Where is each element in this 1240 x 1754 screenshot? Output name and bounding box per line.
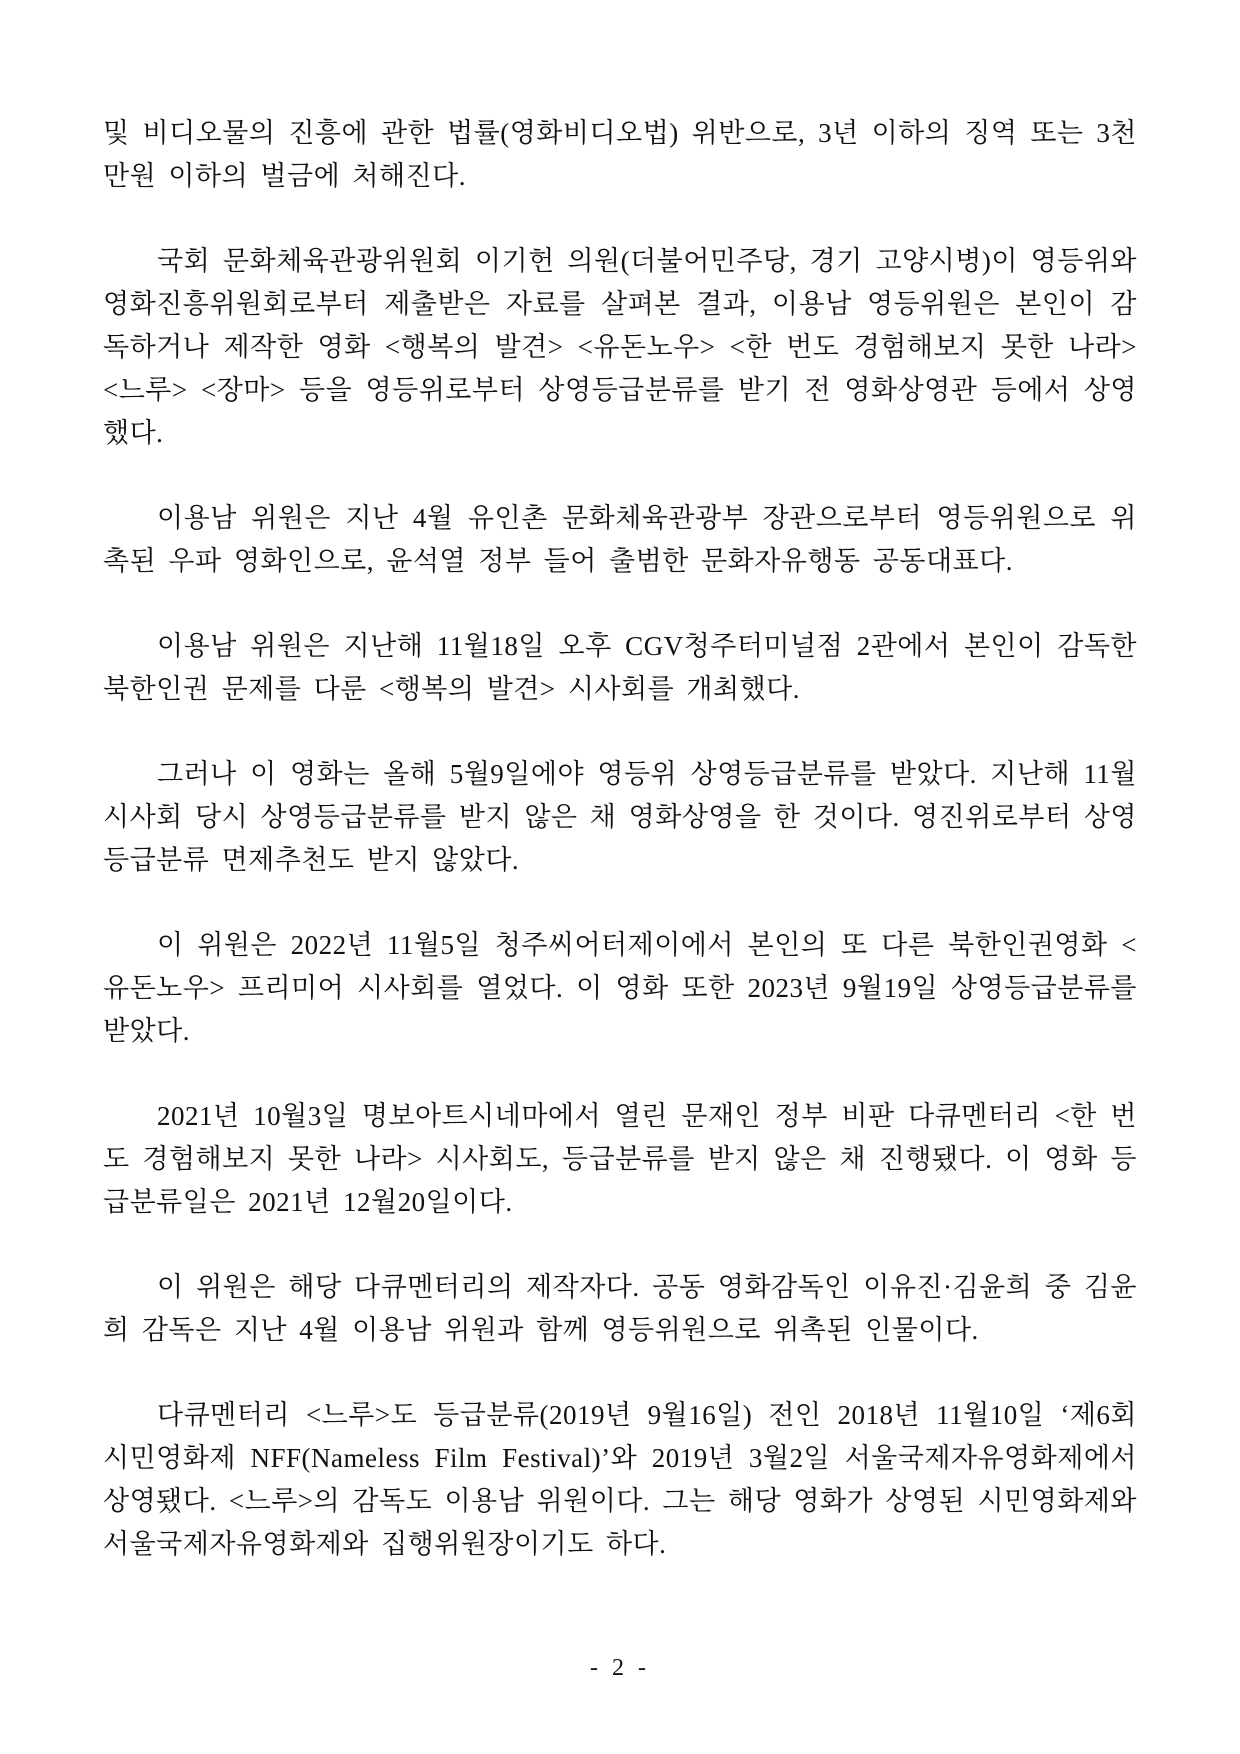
paragraph: 2021년 10월3일 명보아트시네마에서 열린 문재인 정부 비판 다큐멘터리 <한 번도 경험해보지 못한 나라> 시사회도, 등급분류를 받지 않은 채 진행됐다. 이 영화 등급분류일은 2021년 12월20일이다. xyxy=(103,1101,1137,1217)
paragraph: 이 위원은 2022년 11월5일 청주씨어터제이에서 본인의 또 다른 북한인권영화 <유돈노우> 프리미어 시사회를 열었다. 이 영화 또한 2023년 9월19일 상영등급분류를 받았다. xyxy=(103,930,1137,1046)
paragraph: 다큐멘터리 <느루>도 등급분류(2019년 9월16일) 전인 2018년 11월10일 ‘제6회 시민영화제 NFF(Nameless Film Festival)’와 2019년 3월2일 서울국제자유영화제에서 상영됐다. <느루>의 감독도 이용남 위원이다. 그는 해당 영화가 상영된 시민영화제와 서울국제자유영화제와 집행위원장이기도 하다. xyxy=(103,1400,1137,1559)
paragraph: 국회 문화체육관광위원회 이기헌 의원(더불어민주당, 경기 고양시병)이 영등위와 영화진흥위원회로부터 제출받은 자료를 살펴본 결과, 이용남 영등위원은 본인이 감독하거나 제작한 영화 <행복의 발견> <유돈노우> <한 번도 경험해보지 못한 나라> <느루> <장마> 등을 영등위로부터 상영등급분류를 받기 전 영화상영관 등에서 상영했다. xyxy=(103,246,1137,448)
paragraph: 이용남 위원은 지난 4월 유인촌 문화체육관광부 장관으로부터 영등위원으로 위촉된 우파 영화인으로, 윤석열 정부 들어 출범한 문화자유행동 공동대표다. xyxy=(103,503,1137,576)
paragraph: 이용남 위원은 지난해 11월18일 오후 CGV청주터미널점 2관에서 본인이 감독한 북한인권 문제를 다룬 <행복의 발견> 시사회를 개최했다. xyxy=(103,631,1137,704)
paragraph: 이 위원은 해당 다큐멘터리의 제작자다. 공동 영화감독인 이유진·김윤희 중 김윤희 감독은 지난 4월 이용남 위원과 함께 영등위원으로 위촉된 인물이다. xyxy=(103,1272,1137,1345)
paragraph: 그러나 이 영화는 올해 5월9일에야 영등위 상영등급분류를 받았다. 지난해 11월 시사회 당시 상영등급분류를 받지 않은 채 영화상영을 한 것이다. 영진위로부터 상영등급분류 면제추천도 받지 않았다. xyxy=(103,759,1137,875)
paragraph: 및 비디오물의 진흥에 관한 법률(영화비디오법) 위반으로, 3년 이하의 징역 또는 3천만원 이하의 벌금에 처해진다. xyxy=(103,118,1137,191)
document-body xyxy=(103,112,1137,1608)
page-number: - 2 - xyxy=(590,1655,650,1681)
